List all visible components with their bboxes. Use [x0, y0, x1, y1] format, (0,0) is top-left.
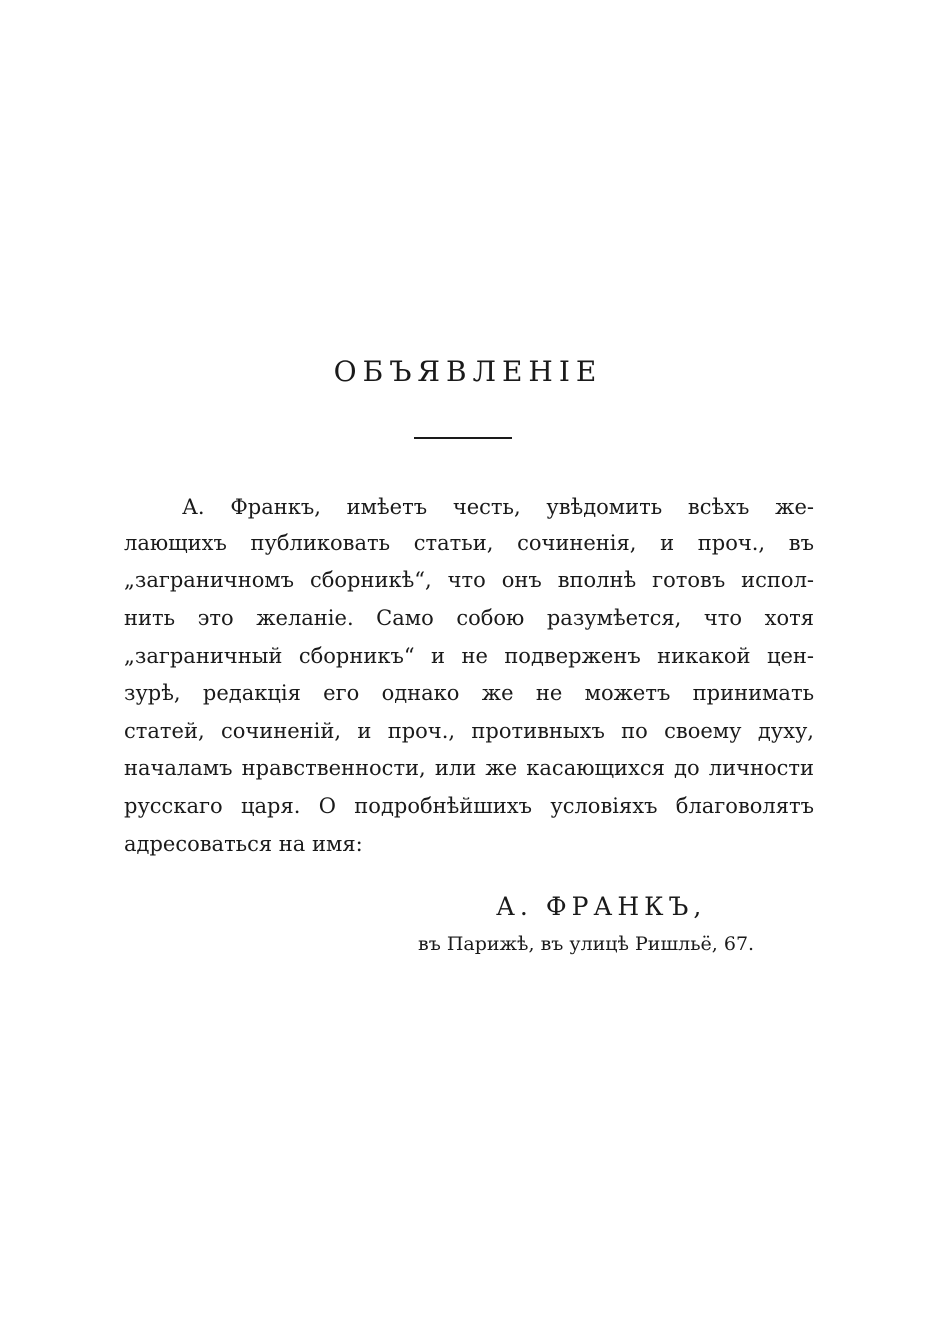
signature-name: А. ФРАНКЪ, — [496, 892, 707, 921]
body-line: адресоваться на имя: — [124, 832, 363, 856]
body-line: началамъ нравственности, или же касающихся до личности — [124, 756, 814, 780]
body-line: нить это желаніе. Само собою разумѣется, что хотя — [124, 606, 814, 630]
body-line: А. Франкъ, имѣетъ честь, увѣдомить всѣхъ же- — [182, 495, 814, 519]
body-line: „заграничный сборникъ“ и не подверженъ никакой цен- — [124, 644, 814, 668]
body-line: зурѣ, редакція его однако же не можетъ принимать — [124, 681, 814, 705]
body-line: статей, сочиненій, и проч., противныхъ по своему духу, — [124, 719, 814, 743]
title-divider — [414, 437, 512, 439]
body-line: „заграничномъ сборникѣ“, что онъ вполнѣ готовъ испол- — [124, 568, 814, 592]
signature-address: въ Парижѣ, въ улицѣ Ришльё, 67. — [418, 933, 755, 955]
page-title: ОБЪЯВЛЕНІЕ — [333, 355, 603, 388]
body-line: русскаго царя. О подробнѣйшихъ условіяхъ благоволятъ — [124, 794, 814, 818]
body-line: лающихъ публиковать статьи, сочиненія, и проч., въ — [124, 531, 814, 555]
